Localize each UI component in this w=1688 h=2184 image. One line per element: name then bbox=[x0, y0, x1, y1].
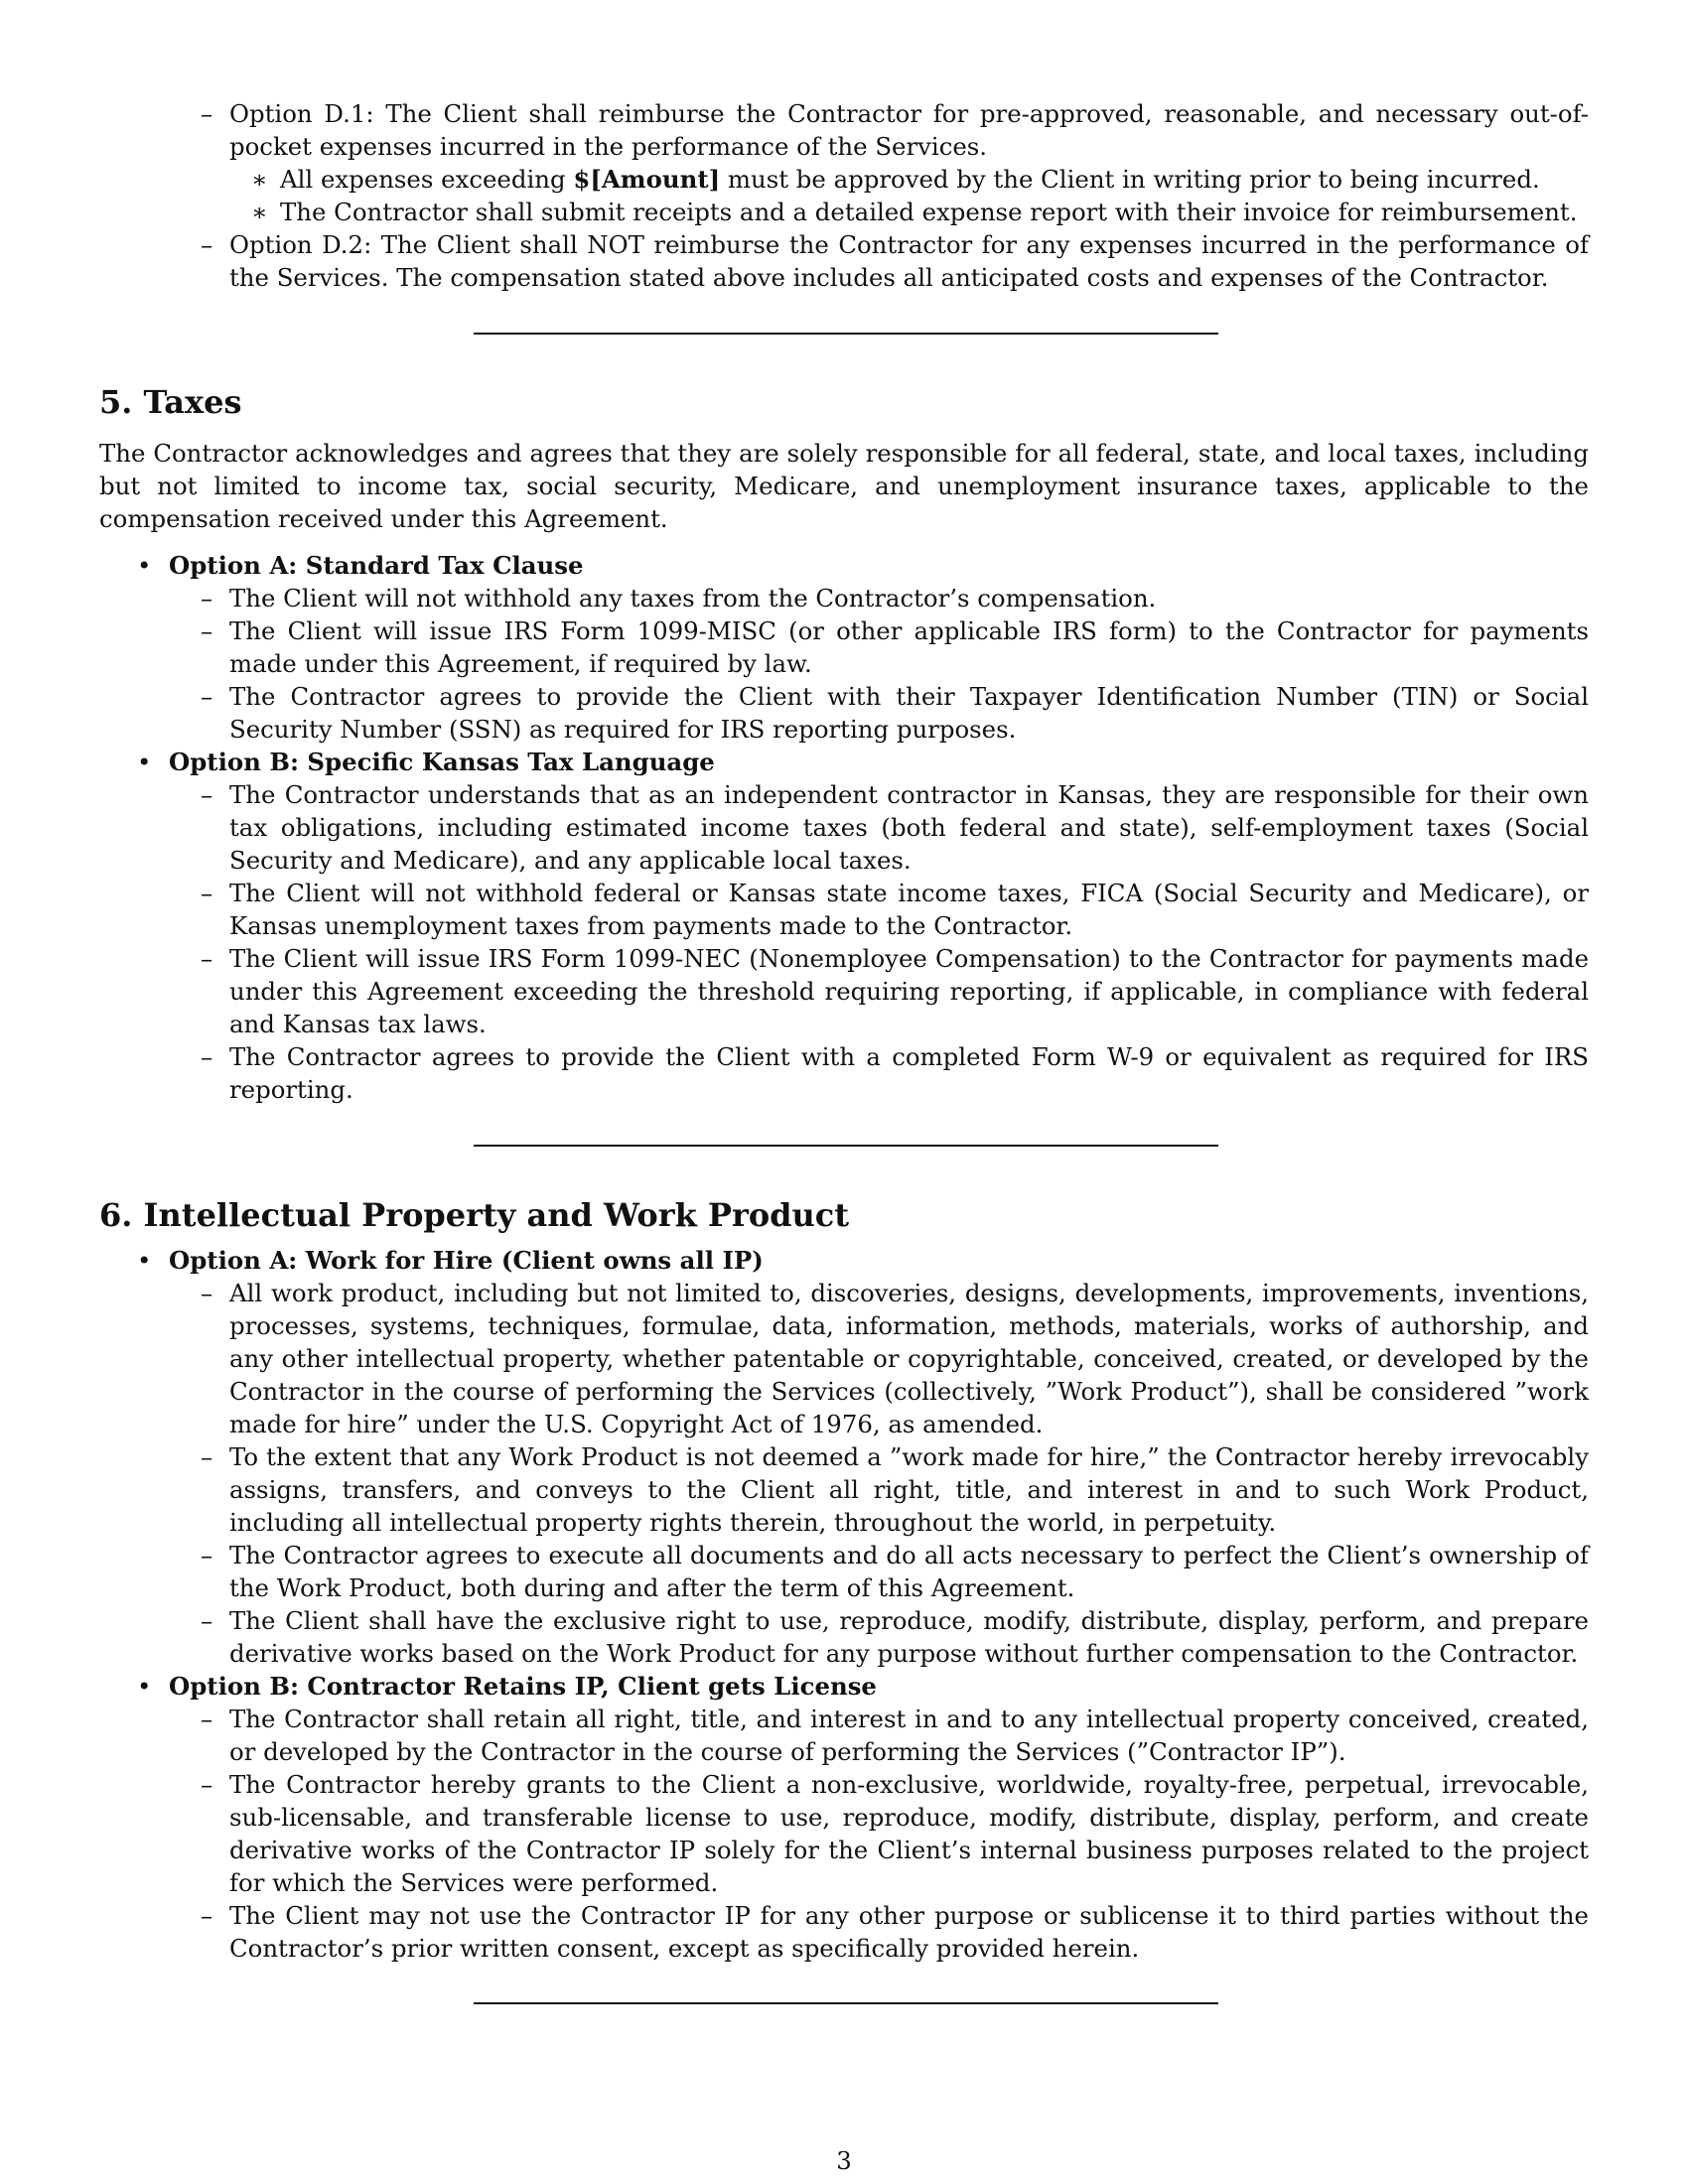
amount-placeholder: $[Amount] bbox=[573, 165, 721, 194]
subitem-text-post: must be approved by the Client in writing prior to being incurred. bbox=[720, 165, 1540, 194]
list-item: – The Client will issue IRS Form 1099-NEC (Nonemployee Compensation) to the Contractor for payments made under this Agreement exceeding the threshold requiring reporting, if applicable, in compliance with federal and Kansas tax laws. bbox=[99, 942, 1589, 1040]
section-heading-taxes: 5. Taxes bbox=[99, 383, 242, 421]
option-heading-work-for-hire: • Option A: Work for Hire (Client owns all IP) bbox=[99, 1244, 1589, 1277]
list-item: – The Client will not withhold any taxes from the Contractor’s compensation. bbox=[99, 582, 1589, 614]
document-page bbox=[99, 97, 1589, 2004]
page-number: 3 bbox=[836, 2146, 852, 2175]
section-divider bbox=[474, 1145, 1218, 1147]
list-item: – The Contractor hereby grants to the Client a non-exclusive, worldwide, royalty-free, perpetual, irrevocable, sub-licensable, and transferable license to use, reproduce, modify, distribute, display, perform, and create derivative works of the Contractor IP solely for the Client’s internal business purposes related to the project for which the Services were performed. bbox=[99, 1768, 1589, 1899]
option-heading-contractor-retains-ip: • Option B: Contractor Retains IP, Client gets License bbox=[99, 1670, 1589, 1703]
section-divider bbox=[474, 2002, 1218, 2004]
list-item: – The Client shall have the exclusive right to use, reproduce, modify, distribute, display, perform, and prepare derivative works based on the Work Product for any purpose without further compensation to the Contractor. bbox=[99, 1604, 1589, 1670]
option-d1-subitem bbox=[99, 196, 1589, 228]
taxes-intro-paragraph: The Contractor acknowledges and agrees that they are solely responsible for all federal, state, and local taxes, including but not limited to income tax, social security, Medicare, and unemployment insurance taxes, applicable to the compensation received under this Agreement. bbox=[99, 439, 1589, 533]
list-item: – The Client will issue IRS Form 1099-MISC (or other applicable IRS form) to the Contractor for payments made under this Agreement, if required by law. bbox=[99, 614, 1589, 680]
list-item: – The Client may not use the Contractor IP for any other purpose or sublicense it to third parties without the Contractor’s prior written consent, except as specifically provided herein. bbox=[99, 1899, 1589, 1965]
list-item: – The Client will not withhold federal or Kansas state income taxes, FICA (Social Security and Medicare), or Kansas unemployment taxes from payments made to the Contractor. bbox=[99, 877, 1589, 942]
subitem-text-pre: All expenses exceeding bbox=[280, 165, 574, 194]
subitem-text: The Contractor shall submit receipts and a detailed expense report with their invoice for reimbursement. bbox=[280, 198, 1578, 226]
option-d2-text: Option D.2: The Client shall NOT reimburse the Contractor for any expenses incurred in the performance of the Services. The compensation stated above includes all anticipated costs and expenses of the Contractor. bbox=[229, 230, 1589, 292]
section-heading-intellectual-property: 6. Intellectual Property and Work Product bbox=[99, 1196, 850, 1234]
list-item: – The Contractor understands that as an independent contractor in Kansas, they are responsible for their own tax obligations, including estimated income taxes (both federal and state), self-employment taxes (Social Security and Medicare), and any applicable local taxes. bbox=[99, 778, 1589, 877]
list-item: – To the extent that any Work Product is not deemed a ”work made for hire,” the Contractor hereby irrevocably assigns, transfers, and conveys to the Client all right, title, and interest in and to such Work Product, including all intellectual property rights therein, throughout the world, in perpetuity. bbox=[99, 1440, 1589, 1539]
option-d2-item bbox=[99, 228, 1589, 294]
list-item: – The Contractor agrees to provide the Client with their Taxpayer Identification Number (TIN) or Social Security Number (SSN) as required for IRS reporting purposes. bbox=[99, 680, 1589, 746]
option-heading-kansas-tax: • Option B: Specific Kansas Tax Language bbox=[99, 746, 1589, 778]
list-item: – The Contractor agrees to provide the Client with a completed Form W-9 or equivalent as required for IRS reporting. bbox=[99, 1040, 1589, 1106]
list-item: – The Contractor shall retain all right, title, and interest in and to any intellectual property conceived, created, or developed by the Contractor in the course of performing the Services (”Contractor IP”). bbox=[99, 1703, 1589, 1768]
option-d1-text: Option D.1: The Client shall reimburse the Contractor for pre-approved, reasonable, and necessary out-of-pocket expenses incurred in the performance of the Services. bbox=[229, 99, 1589, 161]
option-heading-standard-tax: • Option A: Standard Tax Clause bbox=[99, 549, 1589, 582]
option-d1-subitem bbox=[99, 163, 1589, 196]
section-divider bbox=[474, 333, 1218, 335]
list-item: – The Contractor agrees to execute all documents and do all acts necessary to perfect the Client’s ownership of the Work Product, both during and after the term of this Agreement. bbox=[99, 1539, 1589, 1604]
option-d1-item bbox=[99, 97, 1589, 163]
taxes-options-list bbox=[99, 549, 1589, 1106]
ip-options-list bbox=[99, 1244, 1589, 1965]
list-item: – All work product, including but not limited to, discoveries, designs, developments, improvements, inventions, processes, systems, techniques, formulae, data, information, methods, materials, works of authorship, and any other intellectual property, whether patentable or copyrightable, conceived, created, or developed by the Contractor in the course of performing the Services (collectively, ”Work Product”), shall be considered ”work made for hire” under the U.S. Copyright Act of 1976, as amended. bbox=[99, 1277, 1589, 1440]
